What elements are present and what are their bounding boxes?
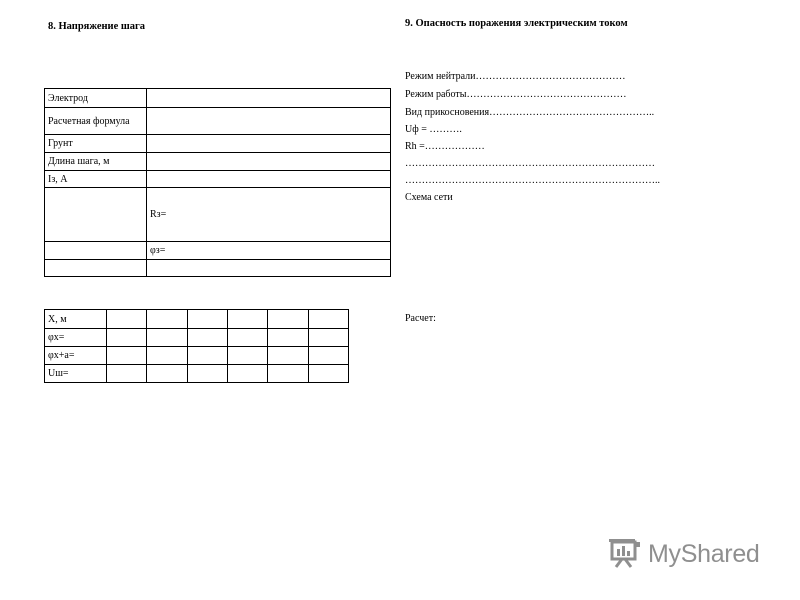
table-row (45, 89, 391, 108)
watermark-text: MyShared (648, 539, 760, 568)
phase-voltage-line: Uф = ………. (405, 124, 462, 135)
table-row (45, 153, 391, 171)
section-8-heading: 8. Напряжение шага (48, 21, 146, 32)
cell (227, 347, 267, 365)
row-label (45, 188, 147, 242)
cell (147, 329, 187, 347)
step-voltage-table (44, 88, 391, 277)
calculation-label: Расчет: (405, 313, 436, 324)
row-label: Электрод (45, 89, 147, 108)
cell (227, 310, 267, 329)
cell (147, 347, 187, 365)
table-row (45, 347, 349, 365)
row-value (147, 89, 391, 108)
row-label (45, 242, 147, 260)
row-value (147, 153, 391, 171)
cell (187, 310, 227, 329)
row-value (147, 108, 391, 135)
row-value (147, 260, 391, 277)
cell (268, 329, 308, 347)
row-label: Uш= (45, 365, 107, 383)
operation-mode-line: Режим работы………………………………………… (405, 89, 627, 100)
cell (268, 347, 308, 365)
blank-line: ………………………………………………………………….. (405, 175, 660, 186)
row-value (147, 171, 391, 188)
row-label: Расчетная формула (45, 108, 147, 135)
table-row (45, 242, 391, 260)
cell (147, 365, 187, 383)
row-label: φх= (45, 329, 107, 347)
cell (107, 329, 147, 347)
row-label: Длина шага, м (45, 153, 147, 171)
row-label (45, 260, 147, 277)
table-row (45, 188, 391, 242)
contact-type-line: Вид прикосновения………………………………………….. (405, 107, 655, 118)
cell (268, 310, 308, 329)
row-value (147, 135, 391, 153)
cell (308, 365, 348, 383)
cell (268, 365, 308, 383)
cell (187, 329, 227, 347)
table-row (45, 310, 349, 329)
blank-line: ………………………………………………………………… (405, 158, 655, 169)
presentation-board-icon (608, 538, 642, 571)
cell (187, 347, 227, 365)
table-row (45, 108, 391, 135)
table-row (45, 171, 391, 188)
section-9-heading: 9. Опасность поражения электрическим током (405, 18, 628, 29)
human-resistance-line: Rh =……………… (405, 141, 485, 152)
cell (147, 310, 187, 329)
row-label: Iз, А (45, 171, 147, 188)
cell (107, 310, 147, 329)
cell (308, 329, 348, 347)
cell (187, 365, 227, 383)
table-row (45, 329, 349, 347)
row-label: Грунт (45, 135, 147, 153)
myshared-watermark (608, 537, 760, 571)
row-value: Rз= (147, 188, 391, 242)
cell (107, 347, 147, 365)
cell (308, 310, 348, 329)
cell (227, 365, 267, 383)
table-row (45, 365, 349, 383)
table-row (45, 135, 391, 153)
potential-distribution-table (44, 309, 349, 383)
cell (107, 365, 147, 383)
network-scheme-label: Схема сети (405, 192, 453, 203)
cell (308, 347, 348, 365)
neutral-mode-line: Режим нейтрали……………………………………… (405, 71, 626, 82)
row-label: Х, м (45, 310, 107, 329)
row-value: φз= (147, 242, 391, 260)
row-label: φх+а= (45, 347, 107, 365)
table-row (45, 260, 391, 277)
cell (227, 329, 267, 347)
